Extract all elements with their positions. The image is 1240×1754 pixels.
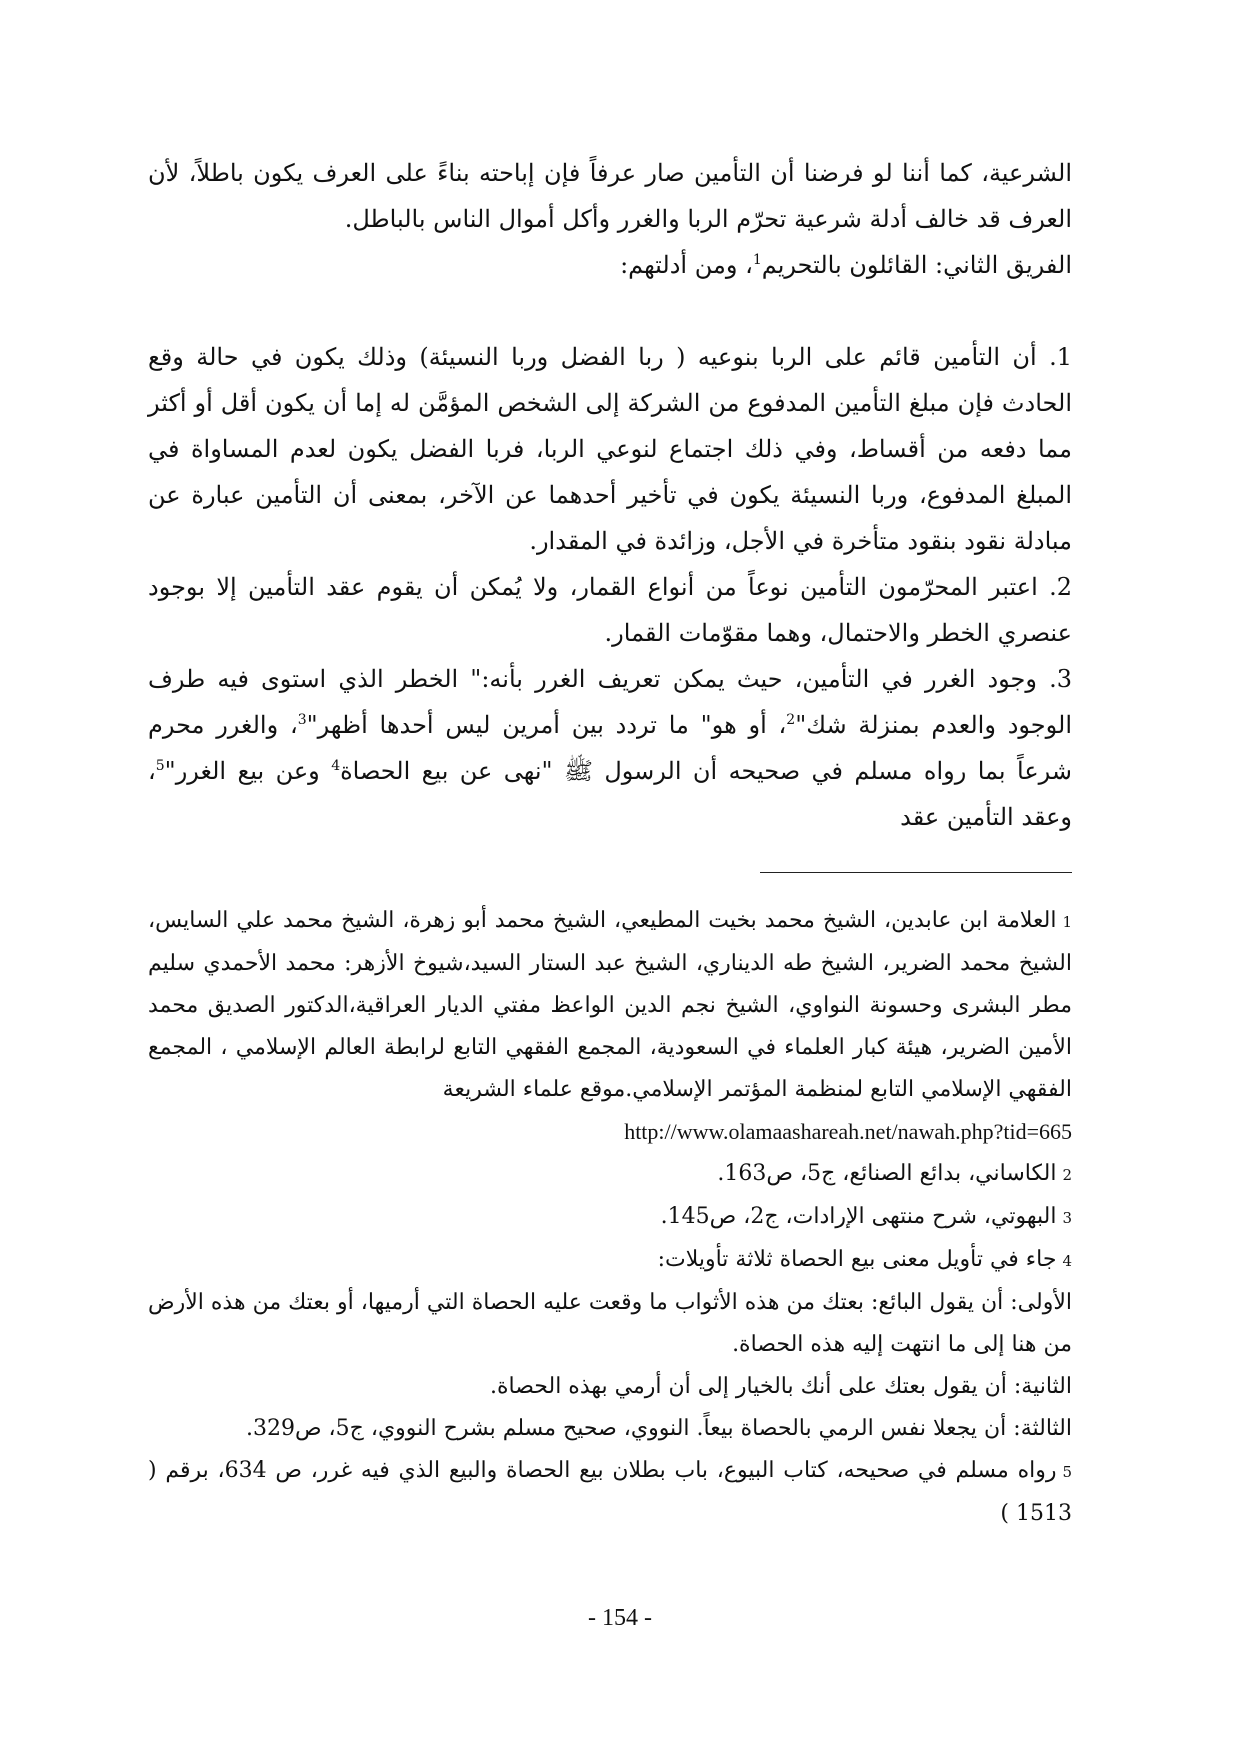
paragraph-gap <box>148 288 1072 334</box>
footnotes <box>148 900 1072 1535</box>
footnote-4-second: الثانية: أن يقول بعتك على أنك بالخيار إلى أن أرمي بهذه الحصاة. <box>490 1374 1072 1399</box>
footnote-ref-4[interactable]: 4 <box>331 758 341 774</box>
second-group-heading <box>148 242 1072 288</box>
footnote-text: العلامة ابن عابدين، الشيخ محمد بخيت المطيعي، الشيخ محمد أبو زهرة، الشيخ محمد علي السايس، الشيخ محمد الضرير، الشيخ طه الديناري، الشيخ عبد الستار السيد،شيوخ الأزهر: محمد الأحمدي سليم مطر البشرى وحسونة النواوي، الشيخ نجم الدين الواعظ مفتي الديار العراقية،الدكتور الصديق محمد الأمين الضرير، هيئة كبار العلماء في السعودية، المجمع الفقهي التابع لرابطة العالم الإسلامي ، المجمع الفقهي الإسلامي التابع لمنظمة المؤتمر الإسلامي.موقع علماء الشريعة <box>148 908 1072 1102</box>
footnote-1 <box>148 900 1072 1153</box>
footnote-text: جاء في تأويل معنى بيع الحصاة ثلاثة تأويلات: <box>657 1247 1057 1272</box>
argument-3-text-b: ، أو هو" ما تردد بين أمرين ليس أحدها أظهر" <box>306 711 787 739</box>
footnote-ref-1[interactable]: 1 <box>752 252 762 268</box>
footnote-text: الكاساني، بدائع الصنائع، ج5، ص163. <box>717 1161 1057 1186</box>
argument-3-text-c: ، والغرر محرم شرعاً بما رواه مسلم في صحيحه أن الرسول ﷺ "نهى عن بيع الحصاة <box>148 711 1072 785</box>
footnote-3 <box>148 1196 1072 1239</box>
footnote-4 <box>148 1239 1072 1282</box>
footnote-5 <box>148 1450 1072 1535</box>
footnote-ref-3[interactable]: 3 <box>297 712 307 728</box>
main-text <box>148 150 1072 840</box>
argument-3-text-d: وعن بيع الغرر" <box>164 757 332 785</box>
footnote-text: البهوتي، شرح منتهى الإرادات، ج2، ص145. <box>660 1204 1057 1229</box>
paragraph-intro: الشرعية، كما أننا لو فرضنا أن التأمين صار عرفاً فإن إباحته بناءً على العرف يكون باطلاً، لأن العرف قد خالف أدلة شرعية تحرّم الربا والغرر وأكل أموال الناس بالباطل. <box>148 159 1072 233</box>
footnote-ref-2[interactable]: 2 <box>786 712 796 728</box>
footnote-separator <box>760 872 1072 873</box>
heading-text-end: ، ومن أدلتهم: <box>620 251 753 279</box>
footnote-number: 3 <box>1062 1209 1072 1227</box>
heading-text: الفريق الثاني: القائلون بالتحريم <box>761 251 1072 279</box>
page-number: - 154 - <box>588 1605 652 1631</box>
footnote-4-first: الأولى: أن يقول البائع: بعتك من هذه الأثواب ما وقعت عليه الحصاة التي أرميها، أو بعتك من هذه الأرض من هنا إلى ما انتهت إليه هذه الحصاة. <box>148 1290 1072 1357</box>
footnote-4-third: الثالثة: أن يجعلا نفس الرمي بالحصاة بيعاً. النووي، صحيح مسلم بشرح النووي، ج5، ص329. <box>245 1416 1072 1441</box>
footnote-number: 1 <box>1062 913 1072 931</box>
argument-3-text-e: ، وعقد التأمين عقد <box>148 757 1072 831</box>
source-link[interactable]: http://www.olamaashareah.net/nawah.php?tid=665 <box>624 1119 1072 1144</box>
footnote-number: 4 <box>1062 1252 1072 1270</box>
footnote-ref-5[interactable]: 5 <box>155 758 165 774</box>
footnote-number: 2 <box>1062 1166 1072 1184</box>
argument-3-text-a: 3. وجود الغرر في التأمين، حيث يمكن تعريف الغرر بأنه:" الخطر الذي استوى فيه طرف الوجود والعدم بمنزلة شك" <box>148 665 1073 739</box>
argument-1: 1. أن التأمين قائم على الربا بنوعيه ( ربا الفضل وربا النسيئة) وذلك يكون في حالة وقع الحادث فإن مبلغ التأمين المدفوع من الشركة إلى الشخص المؤمَّن له إما أن يكون أقل أو أكثر مما دفعه من أقساط، وفي ذلك اجتماع لنوعي الربا، فربا الفضل يكون لعدم المساواة في المبلغ المدفوع، وربا النسيئة يكون في تأخير أحدهما عن الآخر، بمعنى أن التأمين عبارة عن مبادلة نقود بنقود متأخرة في الأجل، وزائدة في المقدار. <box>148 343 1072 555</box>
argument-3 <box>148 656 1072 840</box>
argument-2: 2. اعتبر المحرّمون التأمين نوعاً من أنواع القمار، ولا يُمكن أن يقوم عقد التأمين إلا بوجود عنصري الخطر والاحتمال، وهما مقوّمات القمار. <box>148 573 1072 647</box>
footnote-text: رواه مسلم في صحيحه، كتاب البيوع، باب بطلان بيع الحصاة والبيع الذي فيه غرر، ص 634، برقم ( 1513 ) <box>148 1458 1072 1526</box>
footnote-2 <box>148 1153 1072 1196</box>
footnote-number: 5 <box>1062 1463 1073 1481</box>
